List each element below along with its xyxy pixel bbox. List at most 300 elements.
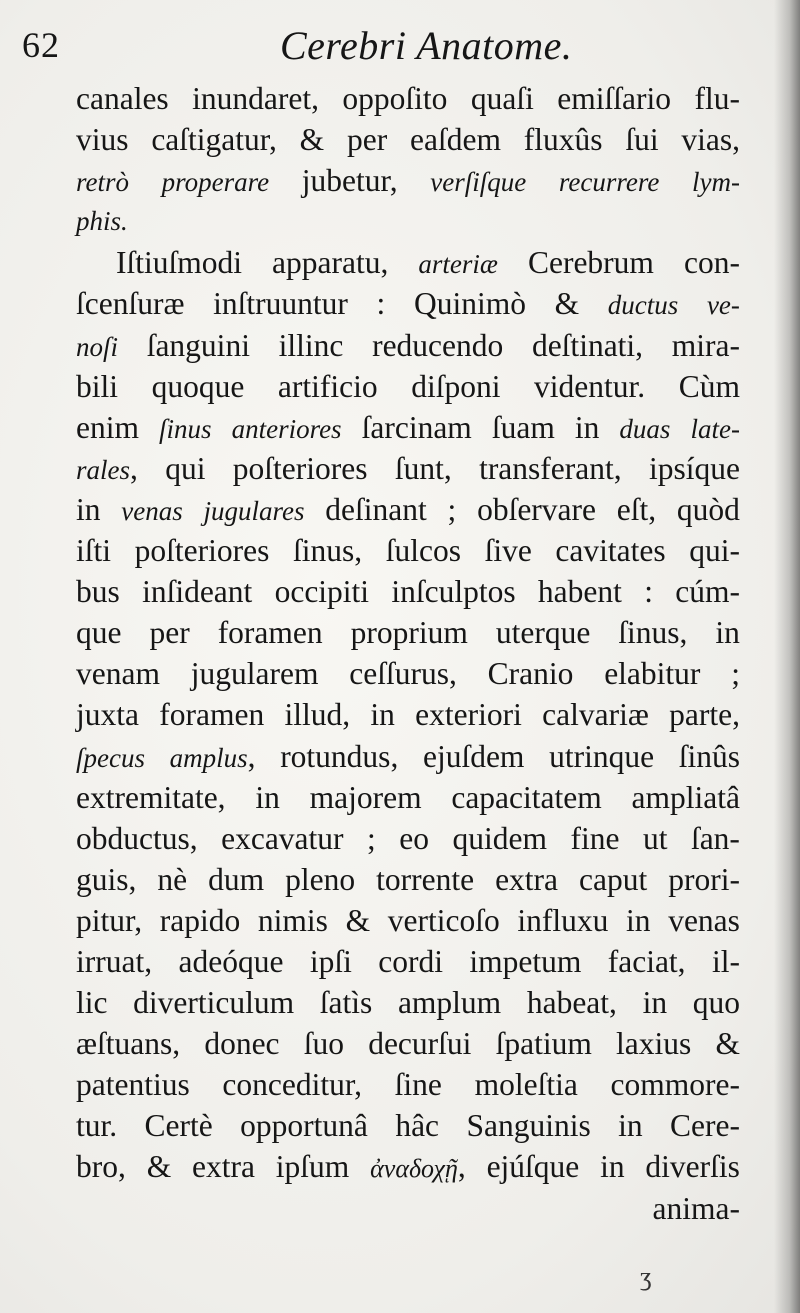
word bbox=[527, 982, 617, 1023]
roman-text: reducendo bbox=[372, 327, 504, 363]
roman-text: elabitur bbox=[604, 656, 701, 692]
roman-text: impetum bbox=[469, 943, 582, 979]
word bbox=[604, 653, 700, 694]
roman-text: parte, bbox=[669, 697, 740, 733]
italic-text: ductus bbox=[607, 290, 679, 321]
roman-text: mira- bbox=[671, 327, 740, 363]
word bbox=[221, 818, 343, 859]
roman-text: transferant, bbox=[479, 450, 622, 486]
roman-text: calvariæ bbox=[542, 697, 649, 733]
roman-text: foramen bbox=[217, 615, 323, 651]
italic-text: anteriores bbox=[231, 413, 342, 444]
page-number: 62 bbox=[22, 25, 60, 65]
word bbox=[451, 777, 601, 818]
word bbox=[524, 119, 603, 160]
page-header bbox=[22, 18, 762, 70]
word bbox=[557, 78, 671, 119]
word bbox=[677, 489, 740, 530]
word bbox=[325, 489, 426, 530]
roman-text: venas bbox=[668, 902, 740, 938]
word bbox=[694, 78, 739, 119]
roman-text: ; bbox=[447, 491, 457, 527]
greek-text: ἀναδοχῇ bbox=[370, 1154, 458, 1184]
roman-text: venam bbox=[76, 656, 160, 692]
word bbox=[542, 694, 649, 735]
word bbox=[618, 1105, 643, 1146]
roman-text: lic bbox=[76, 985, 108, 1021]
word bbox=[76, 694, 139, 735]
roman-text: ſinus, bbox=[618, 615, 688, 651]
word bbox=[643, 818, 668, 859]
roman-text: quo bbox=[692, 985, 740, 1021]
word bbox=[669, 694, 740, 735]
catchword bbox=[76, 1188, 740, 1229]
word bbox=[395, 448, 452, 489]
word bbox=[121, 489, 182, 530]
word bbox=[534, 366, 645, 407]
word bbox=[528, 242, 654, 283]
word bbox=[386, 530, 461, 571]
roman-text: ; bbox=[367, 820, 376, 856]
word bbox=[626, 900, 651, 941]
word bbox=[347, 119, 387, 160]
word bbox=[151, 119, 277, 160]
roman-text: pleno bbox=[285, 861, 356, 897]
word bbox=[549, 736, 654, 777]
word bbox=[76, 777, 226, 818]
word bbox=[76, 325, 118, 366]
roman-text: adeóque bbox=[178, 943, 284, 979]
word bbox=[76, 736, 145, 777]
text-line bbox=[76, 694, 740, 735]
roman-text: prori- bbox=[668, 861, 740, 897]
roman-text: ejúſque bbox=[486, 1149, 580, 1185]
text-line bbox=[76, 1146, 740, 1187]
roman-text: nimis bbox=[257, 902, 328, 938]
word bbox=[76, 612, 121, 653]
roman-text: ceſſurus, bbox=[349, 656, 457, 692]
roman-text: ſpatium bbox=[495, 1026, 592, 1062]
word bbox=[76, 119, 129, 160]
word bbox=[159, 694, 264, 735]
word bbox=[76, 571, 120, 612]
roman-text: ſanguini bbox=[146, 327, 250, 363]
word bbox=[579, 859, 647, 900]
roman-text: canales bbox=[76, 81, 169, 116]
italic-text: verſiſque bbox=[430, 167, 527, 198]
word bbox=[619, 407, 670, 448]
roman-text: inſculptos bbox=[391, 574, 516, 610]
word bbox=[679, 736, 740, 777]
italic-text: lym- bbox=[691, 167, 740, 198]
roman-text: in bbox=[370, 697, 395, 733]
word bbox=[649, 448, 740, 489]
text-line bbox=[76, 859, 740, 900]
roman-text: ſcenſuræ bbox=[76, 286, 185, 322]
word bbox=[204, 489, 305, 530]
roman-text: inſideant bbox=[142, 574, 253, 610]
roman-text: enim bbox=[76, 409, 139, 445]
word bbox=[160, 900, 240, 941]
roman-text: cordi bbox=[378, 943, 443, 979]
roman-text: habeat, bbox=[526, 985, 617, 1021]
roman-text: caput bbox=[579, 861, 648, 897]
roman-text: ſuam bbox=[491, 409, 555, 445]
roman-text: in bbox=[255, 779, 280, 815]
word bbox=[632, 777, 740, 818]
roman-text: eaſdem bbox=[410, 122, 501, 158]
roman-text: opportunâ bbox=[240, 1108, 368, 1144]
word bbox=[423, 736, 524, 777]
roman-text: bili bbox=[76, 368, 119, 404]
word bbox=[600, 1146, 625, 1187]
roman-text: videntur. bbox=[534, 368, 646, 404]
word bbox=[142, 571, 252, 612]
word bbox=[625, 119, 658, 160]
word bbox=[218, 612, 323, 653]
text-line bbox=[76, 489, 740, 530]
roman-text: deſinant bbox=[325, 491, 427, 527]
italic-text: noſi bbox=[76, 331, 119, 362]
roman-text: qui bbox=[165, 450, 206, 486]
word bbox=[608, 941, 686, 982]
roman-text: ampliatâ bbox=[631, 779, 740, 815]
roman-text: obſervare bbox=[477, 491, 596, 527]
roman-text: majorem bbox=[309, 779, 422, 815]
roman-text: & bbox=[345, 902, 371, 938]
roman-text: tur. bbox=[76, 1108, 118, 1144]
text-line bbox=[76, 1064, 740, 1105]
word bbox=[555, 530, 665, 571]
roman-text: capacitatem bbox=[451, 779, 602, 815]
word bbox=[517, 900, 608, 941]
word bbox=[149, 612, 189, 653]
roman-text: rapido bbox=[159, 902, 241, 938]
roman-text: deſtinati, bbox=[531, 327, 644, 363]
roman-text: æſtuans, bbox=[76, 1026, 181, 1062]
word bbox=[208, 859, 264, 900]
word bbox=[192, 1146, 255, 1187]
roman-text: , bbox=[247, 738, 256, 774]
roman-text: , bbox=[130, 450, 138, 486]
word bbox=[670, 1105, 740, 1146]
roman-text: cúm- bbox=[675, 574, 740, 610]
word bbox=[395, 1105, 439, 1146]
roman-text: commore- bbox=[610, 1067, 740, 1103]
word bbox=[469, 941, 581, 982]
word bbox=[645, 1146, 740, 1187]
word bbox=[213, 283, 348, 324]
roman-text: torrente bbox=[376, 861, 475, 897]
roman-text: eo bbox=[399, 820, 429, 856]
italic-text: ve- bbox=[706, 290, 740, 321]
word bbox=[76, 283, 184, 324]
roman-text: ſulcos bbox=[385, 533, 461, 569]
word bbox=[159, 407, 212, 448]
word bbox=[192, 78, 319, 119]
roman-text: amplum bbox=[397, 985, 502, 1021]
word bbox=[76, 489, 101, 530]
word bbox=[715, 1023, 740, 1064]
word bbox=[272, 242, 388, 283]
roman-text: emiſſario bbox=[557, 81, 672, 116]
word bbox=[418, 242, 498, 283]
roman-text: habent bbox=[537, 574, 622, 610]
roman-text: extra bbox=[192, 1149, 255, 1185]
word bbox=[617, 489, 656, 530]
word bbox=[232, 407, 342, 448]
word bbox=[479, 448, 622, 489]
roman-text: ſan- bbox=[690, 820, 740, 856]
roman-text: donec bbox=[204, 1026, 280, 1062]
roman-text: inſtruuntur bbox=[213, 286, 348, 322]
text-line bbox=[76, 242, 740, 283]
word bbox=[255, 777, 280, 818]
running-title: Cerebri Anatome. bbox=[280, 23, 573, 68]
roman-text: hâc bbox=[395, 1108, 440, 1144]
roman-text: & bbox=[299, 122, 325, 158]
word bbox=[116, 242, 242, 283]
roman-text: ſuo bbox=[303, 1026, 344, 1062]
roman-text: poſteriores bbox=[232, 450, 368, 486]
roman-text: guis, bbox=[76, 861, 137, 897]
roman-text: uterque bbox=[495, 615, 591, 651]
roman-text: iſti bbox=[76, 533, 112, 569]
roman-text: flu- bbox=[694, 81, 740, 116]
roman-text: vius bbox=[76, 122, 129, 158]
word bbox=[145, 1105, 213, 1146]
word bbox=[532, 325, 643, 366]
word bbox=[351, 612, 468, 653]
word bbox=[538, 571, 622, 612]
word bbox=[276, 1146, 350, 1187]
word bbox=[342, 78, 447, 119]
text-line bbox=[76, 448, 740, 489]
text-line bbox=[76, 407, 740, 448]
word bbox=[304, 1023, 344, 1064]
word bbox=[76, 530, 111, 571]
word bbox=[76, 653, 160, 694]
italic-text: retrò bbox=[76, 167, 129, 198]
word bbox=[76, 1023, 180, 1064]
roman-text: in bbox=[574, 409, 600, 445]
word bbox=[608, 283, 679, 324]
word bbox=[178, 941, 283, 982]
roman-text: oppoſito bbox=[342, 81, 448, 116]
roman-text: per bbox=[149, 615, 190, 651]
word bbox=[692, 160, 740, 201]
word bbox=[310, 941, 352, 982]
word bbox=[611, 1064, 740, 1105]
roman-text: conceditur, bbox=[222, 1067, 362, 1103]
word bbox=[275, 571, 369, 612]
roman-text: in bbox=[600, 1149, 625, 1185]
word bbox=[679, 366, 740, 407]
text-line bbox=[76, 941, 740, 982]
roman-text: Cranio bbox=[487, 656, 574, 692]
italic-text: arteriæ bbox=[418, 249, 498, 280]
roman-text: poſteriores bbox=[134, 533, 270, 569]
roman-text: diverticulum bbox=[133, 985, 295, 1021]
roman-text: ipsíque bbox=[648, 450, 740, 486]
roman-text: Cere- bbox=[670, 1108, 740, 1144]
word bbox=[684, 242, 740, 283]
roman-text: proprium bbox=[350, 615, 468, 651]
word bbox=[240, 1105, 368, 1146]
word bbox=[367, 818, 376, 859]
word bbox=[391, 571, 515, 612]
italic-text: properare bbox=[161, 167, 270, 198]
body-text bbox=[76, 78, 740, 1229]
roman-text: occipiti bbox=[274, 574, 370, 610]
text-line bbox=[76, 325, 740, 366]
word bbox=[76, 818, 198, 859]
text-line bbox=[76, 283, 740, 324]
text-line bbox=[76, 78, 740, 119]
word bbox=[707, 283, 740, 324]
roman-text: influxu bbox=[517, 902, 609, 938]
roman-text: Quinimò bbox=[413, 286, 526, 322]
roman-text: nè bbox=[157, 861, 188, 897]
roman-text: Iſtiuſmodi bbox=[116, 245, 242, 281]
roman-text: qui- bbox=[689, 533, 740, 569]
word bbox=[414, 283, 526, 324]
italic-text: rales bbox=[76, 454, 130, 485]
word bbox=[76, 1146, 126, 1187]
text-line bbox=[76, 201, 740, 242]
roman-text: laxius bbox=[616, 1026, 692, 1062]
word bbox=[157, 859, 187, 900]
word bbox=[485, 530, 532, 571]
roman-text: ; bbox=[731, 656, 740, 692]
roman-text: inundaret, bbox=[192, 81, 319, 116]
italic-text: duas bbox=[619, 413, 671, 444]
word bbox=[165, 448, 205, 489]
roman-text: rotundus, bbox=[280, 738, 399, 774]
word bbox=[310, 777, 422, 818]
roman-text: faciat, bbox=[607, 943, 686, 979]
word bbox=[693, 982, 740, 1023]
word bbox=[258, 900, 328, 941]
word bbox=[496, 1023, 592, 1064]
roman-text: con- bbox=[683, 245, 740, 281]
roman-text: juxta bbox=[76, 697, 139, 733]
word bbox=[715, 612, 740, 653]
word bbox=[378, 941, 443, 982]
roman-text: verticoſo bbox=[387, 902, 500, 938]
roman-text: in bbox=[642, 985, 668, 1021]
text-line bbox=[76, 818, 740, 859]
roman-text: Certè bbox=[144, 1108, 213, 1144]
word bbox=[492, 407, 555, 448]
roman-text: in bbox=[76, 491, 101, 527]
word bbox=[681, 119, 740, 160]
italic-text: venas bbox=[121, 495, 183, 526]
roman-text: il- bbox=[711, 943, 740, 979]
italic-text: ſinus bbox=[159, 413, 212, 444]
roman-text: eſt, bbox=[616, 491, 657, 527]
word bbox=[170, 736, 256, 777]
word bbox=[411, 366, 500, 407]
italic-text: recurrere bbox=[558, 167, 660, 198]
word bbox=[233, 448, 368, 489]
roman-text: caſtigatur, bbox=[151, 122, 277, 158]
italic-text: amplus bbox=[169, 742, 248, 773]
word bbox=[415, 694, 522, 735]
roman-text: illinc bbox=[278, 327, 344, 363]
word bbox=[346, 900, 371, 941]
word bbox=[285, 859, 355, 900]
word bbox=[477, 489, 596, 530]
word bbox=[616, 1023, 691, 1064]
text-line bbox=[76, 119, 740, 160]
text-line bbox=[76, 777, 740, 818]
word bbox=[430, 160, 526, 201]
roman-text: Cùm bbox=[678, 368, 740, 404]
word bbox=[135, 530, 270, 571]
word bbox=[293, 530, 362, 571]
word bbox=[643, 982, 668, 1023]
word bbox=[302, 160, 398, 201]
word bbox=[668, 859, 740, 900]
word bbox=[644, 571, 653, 612]
roman-text: ſatìs bbox=[319, 985, 373, 1021]
roman-text: , bbox=[457, 1149, 466, 1185]
italic-text: phis. bbox=[76, 206, 128, 237]
italic-text: ſpecus bbox=[76, 742, 145, 773]
text-line bbox=[76, 982, 740, 1023]
roman-text: diſponi bbox=[411, 368, 501, 404]
roman-text: : bbox=[644, 574, 653, 610]
word bbox=[76, 448, 138, 489]
word bbox=[487, 1146, 580, 1187]
italic-text: jugulares bbox=[203, 495, 305, 526]
word bbox=[496, 612, 590, 653]
roman-text: Cerebrum bbox=[527, 245, 654, 281]
roman-text: in bbox=[715, 615, 740, 651]
roman-text: bro, bbox=[76, 1149, 126, 1185]
word bbox=[278, 366, 378, 407]
roman-text: quaſi bbox=[470, 81, 534, 116]
roman-text: cavitates bbox=[555, 533, 666, 569]
roman-text: ſive bbox=[484, 533, 532, 569]
roman-text: ſui bbox=[625, 122, 659, 158]
roman-text: fine bbox=[570, 820, 620, 856]
roman-text: extra bbox=[495, 861, 559, 897]
roman-text: exteriori bbox=[415, 697, 522, 733]
word bbox=[147, 325, 250, 366]
roman-text: que bbox=[76, 615, 122, 651]
roman-text: decurſui bbox=[368, 1026, 472, 1062]
word bbox=[152, 366, 245, 407]
word bbox=[370, 694, 395, 735]
word bbox=[668, 900, 740, 941]
word bbox=[368, 1023, 471, 1064]
roman-text: in bbox=[618, 1108, 643, 1144]
word bbox=[76, 982, 108, 1023]
roman-text: & bbox=[146, 1149, 172, 1185]
word bbox=[204, 1023, 279, 1064]
word bbox=[191, 653, 319, 694]
roman-text: jugularem bbox=[190, 656, 319, 692]
roman-text: : bbox=[376, 286, 386, 322]
word bbox=[76, 1064, 190, 1105]
word bbox=[76, 1105, 117, 1146]
word bbox=[76, 160, 129, 201]
word bbox=[280, 736, 398, 777]
word bbox=[76, 941, 152, 982]
roman-text: irruat, bbox=[76, 943, 153, 979]
